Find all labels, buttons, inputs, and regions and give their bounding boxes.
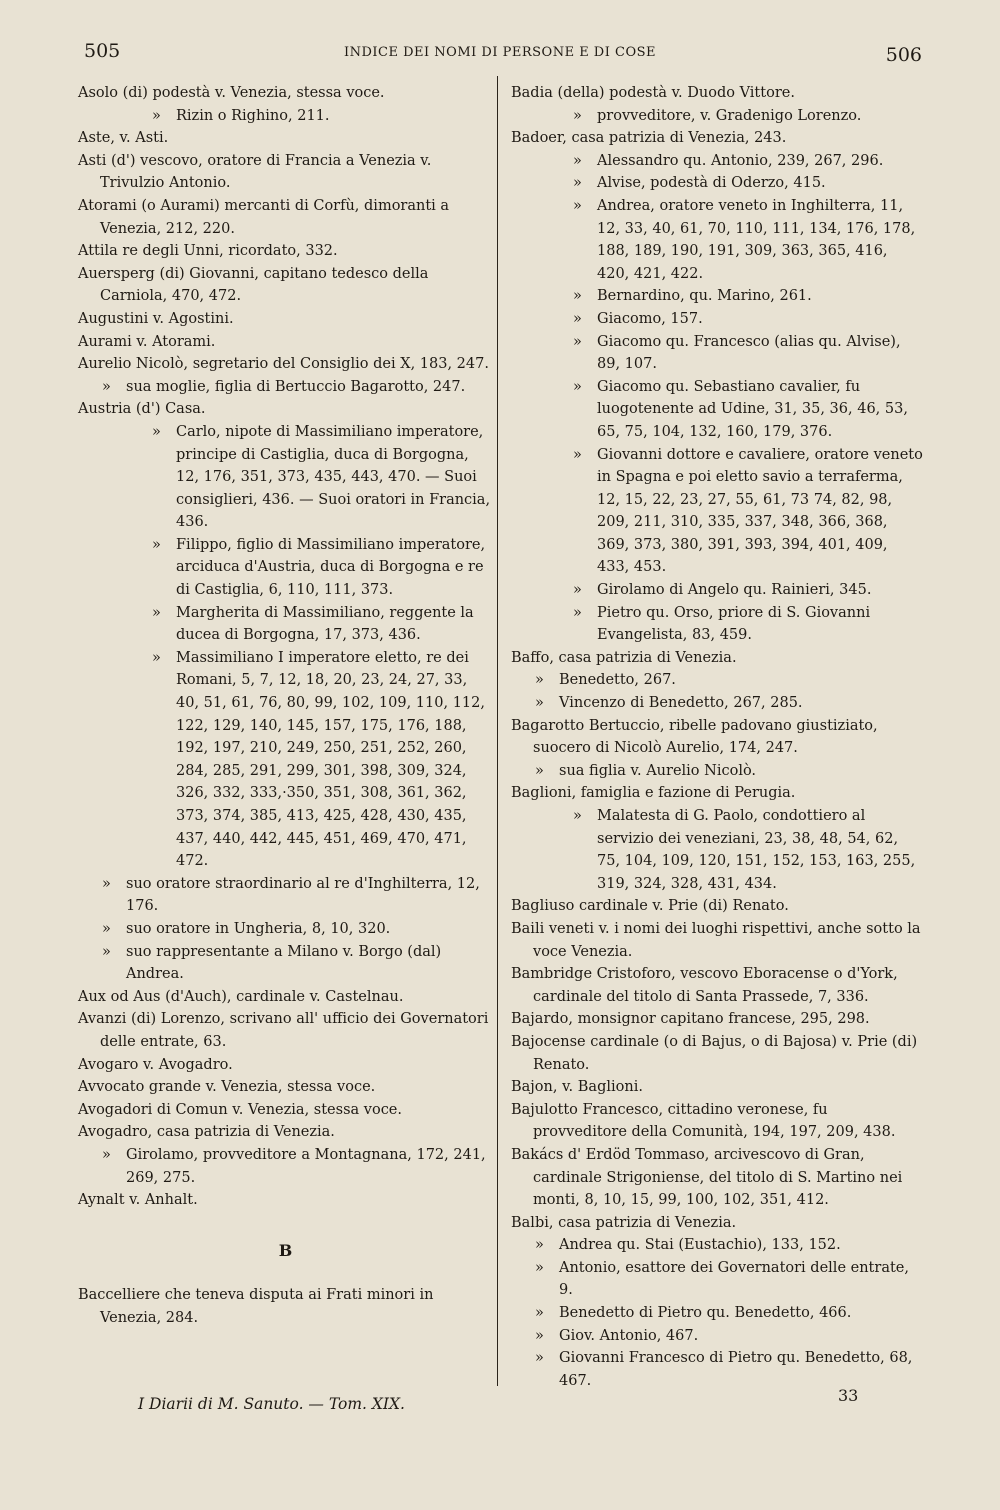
index-subentry (511, 308, 923, 331)
subentry-text: Giacomo, 157. (597, 310, 703, 327)
section-letter-heading: B (278, 1240, 293, 1260)
index-entry: Baili veneti v. i nomi dei luoghi rispettivi, anche sotto la voce Venezia. (511, 920, 921, 960)
subentry-text: sua moglie, figlia di Bertuccio Bagarotto, 247. (126, 378, 466, 395)
index-entry: Aurelio Nicolò, segretario del Consiglio dei X, 183, 247. (78, 356, 489, 373)
subentry-text: Benedetto di Pietro qu. Benedetto, 466. (559, 1305, 852, 1322)
ditto-mark: » (573, 378, 582, 395)
index-entry: Avanzi (di) Lorenzo, scrivano all' ufficio dei Governatori delle entrate, 63. (78, 1011, 489, 1050)
ditto-mark: » (573, 107, 582, 124)
index-subentry (78, 534, 493, 602)
subentry-text: Giovanni Francesco di Pietro qu. Benedetto, 68, 467. (559, 1350, 913, 1389)
index-subentry (511, 331, 923, 376)
ditto-mark: » (535, 672, 544, 689)
index-entry: Avogadro, casa patrizia di Venezia. (78, 1124, 335, 1141)
index-entry: Aurami v. Atorami. (78, 333, 216, 350)
index-subentry (511, 602, 923, 647)
index-subentry (78, 421, 493, 534)
subentry-text: suo rappresentante a Milano v. Borgo (dal) Andrea. (126, 943, 442, 983)
index-subentry (511, 1302, 923, 1325)
ditto-mark: » (535, 1327, 544, 1344)
ditto-mark: » (102, 1146, 111, 1163)
index-subentry (78, 376, 493, 399)
subentry-text: suo oratore in Ungheria, 8, 10, 320. (126, 920, 391, 937)
ditto-mark: » (152, 649, 161, 666)
subentry-text: Carlo, nipote di Massimiliano imperatore, principe di Castiglia, duca di Borgogna, 12, 176, 351, 373, 435, 443, 470. — Suoi consiglieri, 436. — Suoi oratori in Francia, 436. (176, 423, 491, 531)
index-entry: Baffo, casa patrizia di Venezia. (511, 649, 737, 666)
index-subentry (78, 647, 493, 873)
ditto-mark: » (102, 920, 111, 937)
index-entry: Atorami (o Aurami) mercanti di Corfù, dimoranti a Venezia, 212, 220. (78, 197, 450, 237)
ditto-mark: » (152, 604, 161, 621)
index-subentry (78, 1144, 493, 1189)
index-subentry (78, 941, 493, 986)
index-entry: Bambridge Cristoforo, vescovo Eboracense o d'York, cardinale del titolo di Santa Prassede, 7, 336. (511, 966, 898, 1005)
subentry-text: Bernardino, qu. Marino, 261. (597, 288, 812, 305)
index-entry: Aynalt v. Anhalt. (78, 1192, 198, 1209)
ditto-mark: » (535, 1305, 544, 1322)
subentry-text: Giovanni dottore e cavaliere, oratore veneto in Spagna e poi eletto savio a terraferma, 12, 15, 22, 23, 27, 55, 61, 73 74, 82, 98, 209, 211, 310, 335, 337, 348, 366, 368, 369, 373, 380, 391, 393, 394, 401, 409, 433, 453. (597, 446, 923, 576)
ditto-mark: » (573, 310, 582, 327)
index-entry: Bajocense cardinale (o di Bajus, o di Bajosa) v. Prie (di) Renato. (511, 1033, 918, 1073)
index-subentry (511, 579, 923, 602)
subentry-text: Margherita di Massimiliano, reggente la ducea di Borgogna, 17, 373, 436. (176, 604, 474, 644)
index-subentry (511, 195, 923, 285)
ditto-mark: » (152, 107, 161, 124)
ditto-mark: » (573, 604, 582, 621)
subentry-text: Antonio, esattore dei Governatori delle entrate, 9. (559, 1259, 909, 1299)
ditto-mark: » (573, 446, 582, 463)
ditto-mark: » (535, 762, 544, 779)
index-subentry (511, 669, 923, 692)
subentry-text: Giov. Antonio, 467. (559, 1327, 699, 1344)
index-subentry (511, 376, 923, 444)
subentry-text: Andrea, oratore veneto in Inghilterra, 11, 12, 33, 40, 61, 70, 110, 111, 134, 176, 178, 188, 189, 190, 191, 309, 363, 365, 416, 420, 421, 422. (597, 197, 916, 282)
index-entry: Augustini v. Agostini. (78, 310, 234, 327)
index-subentry (78, 873, 493, 918)
index-entry: Aux od Aus (d'Auch), cardinale v. Castelnau. (78, 988, 404, 1005)
index-subentry (511, 172, 923, 195)
right-page-number: 506 (885, 44, 922, 66)
index-subentry (511, 105, 923, 128)
ditto-mark: » (573, 175, 582, 192)
left-page-number: 505 (84, 40, 121, 62)
right-column (511, 82, 923, 1392)
index-subentry (511, 1257, 923, 1302)
ditto-mark: » (573, 197, 582, 214)
ditto-mark: » (573, 333, 582, 350)
subentry-text: sua figlia v. Aurelio Nicolò. (559, 762, 757, 779)
subentry-text: Vincenzo di Benedetto, 267, 285. (559, 695, 803, 712)
index-entry: Austria (d') Casa. (78, 401, 206, 418)
ditto-mark: » (573, 152, 582, 169)
index-subentry (511, 150, 923, 173)
index-entry: Asti (d') vescovo, oratore di Francia a Venezia v. Trivulzio Antonio. (78, 152, 432, 192)
subentry-text: Pietro qu. Orso, priore di S. Giovanni Evangelista, 83, 459. (597, 604, 871, 644)
footer-source-citation: I Diarii di M. Sanuto. — Tom. XIX. (138, 1395, 405, 1413)
index-entry: Bajulotto Francesco, cittadino veronese, fu provveditore della Comunità, 194, 197, 209, 438. (511, 1101, 896, 1141)
index-subentry (511, 760, 923, 783)
index-entry: Balbi, casa patrizia di Venezia. (511, 1214, 737, 1231)
subentry-text: Andrea qu. Stai (Eustachio), 133, 152. (559, 1237, 841, 1254)
subentry-text: Malatesta di G. Paolo, condottiero al servizio dei veneziani, 23, 38, 48, 54, 62, 75, 104, 109, 120, 151, 152, 153, 163, 255, 319, 324, 328, 431, 434. (597, 808, 916, 892)
ditto-mark: » (573, 808, 582, 824)
index-subentry (511, 692, 923, 715)
index-entry: Badoer, casa patrizia di Venezia, 243. (511, 130, 787, 147)
subentry-text: Alvise, podestà di Oderzo, 415. (597, 175, 826, 192)
ditto-mark: » (102, 875, 111, 892)
subentry-text: Girolamo di Angelo qu. Rainieri, 345. (597, 582, 872, 599)
index-entry: Bagarotto Bertuccio, ribelle padovano giustiziato, suocero di Nicolò Aurelio, 174, 247. (511, 717, 878, 757)
subentry-text: provveditore, v. Gradenigo Lorenzo. (597, 107, 862, 124)
subentry-text: Massimiliano I imperatore eletto, re dei Romani, 5, 7, 12, 18, 20, 23, 24, 27, 33, 40, 51, 61, 76, 80, 99, 102, 109, 110, 112, 122, 129, 140, 145, 157, 175, 176, 188, 192, 197, 210, 249, 250, 251, 252, 260, 284, 285, 291, 299, 301, 398, 309, 324, 326, 332, 333,·350, 351, 308, 361, 362, 373, 374, 385, 413, 425, 428, 430, 435, 437, 440, 442, 445, 451, 469, 470, 471, 472. (176, 649, 485, 870)
index-subentry (511, 444, 923, 580)
column-divider (497, 76, 498, 1386)
subentry-text: suo oratore straordinario al re d'Inghilterra, 12, 176. (126, 875, 480, 915)
index-subentry (511, 285, 923, 308)
subentry-text: Filippo, figlio di Massimiliano imperatore, arciduca d'Austria, duca di Borgogna e re di Castiglia, 6, 110, 111, 373. (176, 536, 486, 599)
index-subentry (511, 1234, 923, 1257)
ditto-mark: » (102, 943, 111, 960)
subentry-text: Rizin o Righino, 211. (176, 107, 330, 124)
subentry-text: Alessandro qu. Antonio, 239, 267, 296. (597, 152, 884, 169)
index-subentry (78, 918, 493, 941)
index-entry: Avvocato grande v. Venezia, stessa voce. (78, 1079, 376, 1096)
index-subentry (511, 805, 923, 895)
ditto-mark: » (152, 423, 161, 440)
ditto-mark: » (102, 378, 111, 395)
index-subentry (78, 105, 493, 128)
left-column (78, 82, 493, 1329)
ditto-mark: » (573, 288, 582, 305)
ditto-mark: » (152, 536, 161, 553)
index-entry: Bakács d' Erdöd Tommaso, arcivescovo di Gran, cardinale Strigoniense, del titolo di S. Martino nei monti, 8, 10, 15, 99, 100, 102, 351, 412. (511, 1146, 903, 1209)
index-entry: Bajon, v. Baglioni. (511, 1079, 643, 1096)
ditto-mark: » (535, 1350, 544, 1367)
subentry-text: Girolamo, provveditore a Montagnana, 172, 241, 269, 275. (126, 1146, 486, 1186)
running-header-title: INDICE DEI NOMI DI PERSONE E DI COSE (343, 45, 657, 60)
index-entry: Avogadori di Comun v. Venezia, stessa voce. (78, 1101, 402, 1118)
index-subentry (511, 1325, 923, 1348)
index-subentry (511, 1347, 923, 1392)
ditto-mark: » (535, 1237, 544, 1254)
index-entry: Aste, v. Asti. (78, 130, 169, 147)
subentry-text: Benedetto, 267. (559, 672, 676, 689)
subentry-text: Giacomo qu. Francesco (alias qu. Alvise), 89, 107. (597, 333, 901, 373)
ditto-mark: » (535, 695, 544, 712)
index-entry: Baglioni, famiglia e fazione di Perugia. (511, 785, 796, 802)
index-entry: Bagliuso cardinale v. Prie (di) Renato. (511, 898, 789, 915)
index-entry: Asolo (di) podestà v. Venezia, stessa voce. (78, 85, 385, 101)
signature-mark: 33 (838, 1386, 859, 1405)
index-subentry (78, 602, 493, 647)
subentry-text: Giacomo qu. Sebastiano cavalier, fu luogotenente ad Udine, 31, 35, 36, 46, 53, 65, 75, 104, 132, 160, 179, 376. (597, 378, 908, 440)
index-entry: Baccelliere che teneva disputa ai Frati minori in Venezia, 284. (78, 1287, 434, 1326)
index-entry: Attila re degli Unni, ricordato, 332. (78, 243, 338, 260)
index-entry: Badia (della) podestà v. Duodo Vittore. (511, 85, 795, 101)
ditto-mark: » (535, 1259, 544, 1276)
index-entry: Avogaro v. Avogadro. (78, 1056, 233, 1073)
index-entry: Auersperg (di) Giovanni, capitano tedesco della Carniola, 470, 472. (78, 265, 429, 305)
ditto-mark: » (573, 582, 582, 599)
index-entry: Bajardo, monsignor capitano francese, 295, 298. (511, 1011, 870, 1028)
